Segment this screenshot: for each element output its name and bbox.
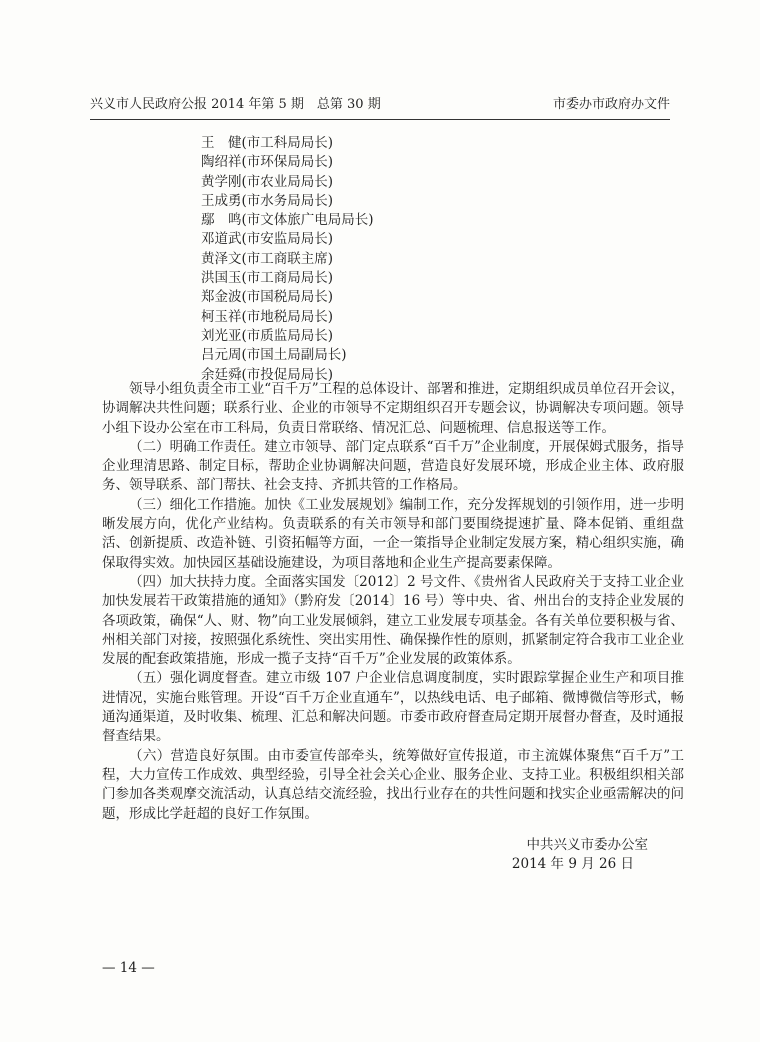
paragraph-atmosphere: （六）营造良好氛围。由市委宣传部牵头，统筹做好宣传报道，市主流媒体聚焦“百千万”工程，大力宣传工作成效、典型经验，引导全社会关心企业、服务企业、支持工业。积极组织相关部门参加各类观摩交流活动，认真总结交流经验，找出行业存在的共性问题和找实企业亟需解决的问题，形成比学赶超的良好工作氛围。 (102, 747, 684, 822)
member-item: 鄢 鸣(市文体旅广电局局长) (201, 212, 374, 229)
member-item: 黄学刚(市农业局局长) (201, 173, 334, 190)
member-item: 陶绍祥(市环保局局长) (201, 154, 334, 171)
page-header (90, 97, 670, 120)
publication-title: 兴义市人民政府公报 2014 年第 5 期 总第 30 期 (90, 97, 381, 112)
member-item: 王成勇(市水务局局长) (201, 192, 334, 209)
member-item: 王 健(市工科局局长) (201, 135, 334, 151)
issue-date: 2014 年 9 月 26 日 (511, 856, 634, 872)
body-text (102, 380, 684, 824)
member-item: 黄泽文(市工商联主席) (201, 250, 334, 267)
member-item: 刘光亚(市质监局局长) (201, 327, 334, 344)
paragraph-supervision: （五）强化调度督查。建立市级 107 户企业信息调度制度，实时跟踪掌握企业生产和项目推进情况，实施台账管理。开设“百千万企业直通车”，以热线电话、电子邮箱、微博微信等形式，畅通沟通渠道，及时收集、梳理、汇总和解决问题。市委市政府督查局定期开展督办督查，及时通报督查结果。 (102, 670, 684, 745)
issuing-organization: 中共兴义市委办公室 (526, 837, 648, 853)
member-item: 吕元周(市国土局副局长) (201, 347, 347, 364)
paragraph-leadership-group: 领导小组负责全市工业“百千万”工程的总体设计、部署和推进，定期组织成员单位召开会议，协调解决共性问题；联系行业、企业的市领导不定期组织召开专题会议，协调解决专项问题。领导小组下设办公室在市工科局，负责日常联络、情况汇总、问题梳理、信息报送等工作。 (102, 381, 684, 436)
member-item: 邓道武(市安监局局长) (201, 231, 334, 248)
paragraph-support: （四）加大扶持力度。全面落实国发〔2012〕2 号文件、《贵州省人民政府关于支持工业企业加快发展若干政策措施的通知》（黔府发〔2014〕16 号）等中央、省、州出台的支持企业发展的各项政策，确保“人、财、物”向工业发展倾斜，建立工业发展专项基金。各有关单位要积极与省、州相关部门对接，按照强化系统性、突出实用性、确保操作性的原则，抓紧制定符合我市工业企业发展的配套政策措施，形成一揽子支持“百千万”企业发展的政策体系。 (102, 573, 684, 668)
document-category: 市委办市政府办文件 (552, 97, 670, 112)
member-item: 余廷舜(市投促局局长) (201, 366, 334, 383)
page-number: — 14 — (102, 960, 155, 976)
signature-block (512, 836, 648, 874)
paragraph-responsibility: （二）明确工作责任。建立市领导、部门定点联系“百千万”企业制度，开展保姆式服务，指导企业理清思路、制定目标，帮助企业协调解决问题，营造良好发展环境，形成企业主体、政府服务、领导联系、部门帮扶、社会支持、齐抓共管的工作格局。 (102, 438, 684, 494)
member-item: 郑金波(市国税局局长) (201, 289, 334, 306)
member-item: 柯玉祥(市地税局局长) (201, 308, 334, 325)
paragraph-measures: （三）细化工作措施。加快《工业发展规划》编制工作，充分发挥规划的引领作用，进一步明晰发展方向，优化产业结构。负责联系的有关市领导和部门要围绕提速扩量、降本促销、重组盘活、创新提质、改造补链、引资拓幅等方面，一企一策指导企业制定发展方案，精心组织实施，确保取得实效。加快园区基础设施建设，为项目落地和企业生产提高要素保障。 (102, 496, 684, 571)
member-item: 洪国玉(市工商局局长) (201, 270, 334, 287)
member-list (201, 134, 374, 385)
